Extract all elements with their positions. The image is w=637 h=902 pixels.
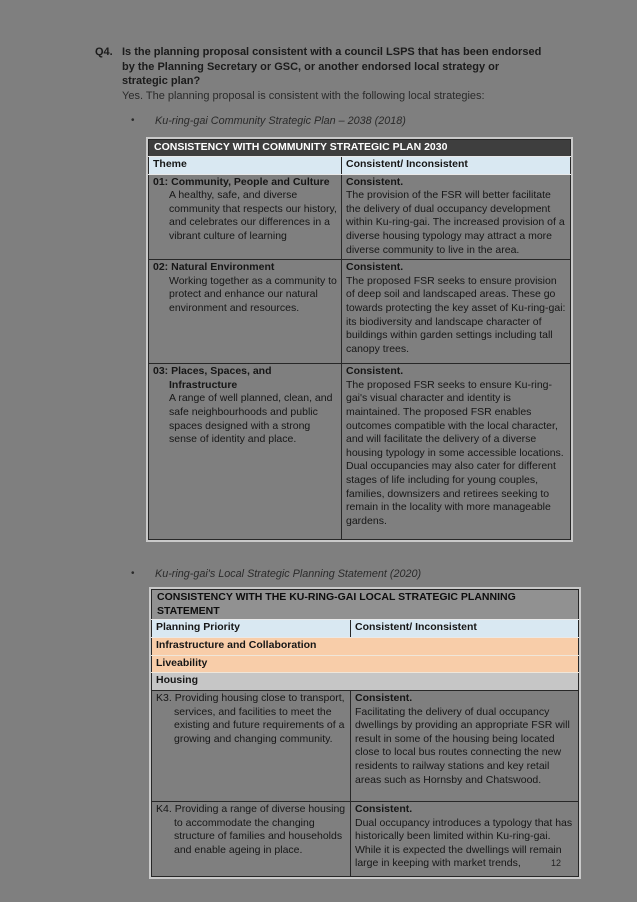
theme-description: A healthy, safe, and diverse community that respects our history, and celebrates our differences in a vibrant culture of learning bbox=[169, 189, 337, 242]
intro-paragraph: Yes. The planning proposal is consistent with the following local strategies: bbox=[122, 90, 485, 102]
theme-cell bbox=[149, 260, 342, 364]
section-row-housing bbox=[152, 673, 579, 691]
priority-text: Providing housing close to transport, services, and facilities to meet the existing and future requirements of a growing and changing community. bbox=[174, 691, 345, 745]
section-label: Liveability bbox=[152, 655, 579, 673]
csp-consistency-table bbox=[148, 139, 571, 540]
priority-number: K3. bbox=[156, 691, 172, 704]
theme-name: Natural Environment bbox=[171, 261, 275, 274]
table-row bbox=[152, 801, 579, 876]
csp-col-theme: Theme bbox=[149, 156, 342, 174]
table-row bbox=[149, 364, 571, 540]
theme-name: Places, Spaces, and Infrastructure bbox=[169, 365, 272, 391]
bullet-text-lsps: Ku-ring-gai's Local Strategic Planning Statement (2020) bbox=[155, 568, 422, 580]
lsps-table-title: CONSISTENCY WITH THE KU-RING-GAI LOCAL STRATEGIC PLANNING STATEMENT bbox=[152, 590, 579, 620]
priority-number: K4. bbox=[156, 802, 172, 815]
consistency-cell bbox=[342, 260, 571, 364]
verdict-comment: Dual occupancy introduces a typology that has historically been limited within Ku-ring-gai. While it is expected the dwellings will remain large in keeping with market trends, bbox=[355, 816, 573, 870]
verdict: Consistent. bbox=[346, 175, 404, 188]
consistency-cell bbox=[342, 364, 571, 540]
bullet-item-csp bbox=[131, 115, 571, 127]
lsps-consistency-table bbox=[151, 589, 579, 877]
table-row bbox=[149, 174, 571, 260]
verdict: Consistent. bbox=[355, 802, 413, 815]
question-block bbox=[95, 45, 555, 89]
consistency-cell bbox=[351, 690, 579, 801]
table-row bbox=[149, 260, 571, 364]
csp-table-header-row bbox=[149, 156, 571, 174]
bullet-icon: • bbox=[131, 568, 135, 579]
section-label: Housing bbox=[152, 673, 579, 691]
bullet-item-lsps bbox=[131, 568, 591, 580]
priority-cell bbox=[152, 801, 351, 876]
verdict-comment: The proposed FSR seeks to ensure provision of deep soil and landscaped areas. These go towards protecting the key asset of Ku-ring-gai: its biodiversity and landscape character of buildings within garden settings including tall canopy trees. bbox=[346, 274, 566, 355]
csp-table-title-row bbox=[149, 140, 571, 157]
question-text: Is the planning proposal consistent with a council LSPS that has been endorsed by the Planning Secretary or GSC, or another endorsed local strategy or strategic plan? bbox=[122, 46, 542, 87]
theme-cell bbox=[149, 364, 342, 540]
priority-text: Providing a range of diverse housing to accommodate the changing structure of families and households and enable ageing in place. bbox=[174, 802, 346, 856]
verdict-comment: Facilitating the delivery of dual occupancy dwellings by providing an appropriate FSR will result in some of the housing being located close to local bus routes connecting the new residents to railway stations and key retail areas such as Hornsby and Chatswood. bbox=[355, 705, 570, 786]
lsps-table-header-row bbox=[152, 620, 579, 638]
section-row-liveability bbox=[152, 655, 579, 673]
section-label: Infrastructure and Collaboration bbox=[152, 638, 579, 656]
theme-number: 02: bbox=[153, 261, 169, 274]
csp-col-consistent: Consistent/ Inconsistent bbox=[342, 156, 571, 174]
consistency-cell bbox=[351, 801, 579, 876]
consistency-cell bbox=[342, 174, 571, 260]
table-row bbox=[152, 690, 579, 801]
verdict: Consistent. bbox=[355, 691, 413, 704]
bullet-icon: • bbox=[131, 115, 135, 126]
verdict: Consistent. bbox=[346, 365, 404, 378]
theme-cell bbox=[149, 174, 342, 260]
lsps-col-priority: Planning Priority bbox=[152, 620, 351, 638]
verdict-comment: The proposed FSR seeks to ensure Ku-ring-gai's visual character and identity is maintained. The proposed FSR enables outcomes compatible with the local character, and will facilitate the delivery of a diverse housing typology in some accessible locations. Dual occupancies may also cater for different stages of life including for young couples, families, downsizers and retirees seeking to remain in the locality with more manageable gardens. bbox=[346, 378, 564, 527]
theme-number: 03: bbox=[153, 365, 169, 378]
priority-cell bbox=[152, 690, 351, 801]
lsps-col-consistent: Consistent/ Inconsistent bbox=[351, 620, 579, 638]
question-number: Q4. bbox=[95, 46, 113, 58]
section-row-infrastructure bbox=[152, 638, 579, 656]
theme-name: Community, People and Culture bbox=[171, 175, 330, 188]
theme-description: Working together as a community to protect and enhance our natural environment and resources. bbox=[169, 274, 337, 314]
theme-number: 01: bbox=[153, 175, 169, 188]
verdict-comment: The provision of the FSR will better facilitate the delivery of dual occupancy development within Ku-ring-gai. The increased provision of a diverse housing typology may attract a more diverse community to live in the area. bbox=[346, 189, 565, 256]
csp-table-title: CONSISTENCY WITH COMMUNITY STRATEGIC PLAN 2030 bbox=[149, 140, 571, 157]
theme-description: A range of well planned, clean, and safe neighbourhoods and public spaces designed with a strong sense of identity and place. bbox=[169, 392, 333, 446]
verdict: Consistent. bbox=[346, 261, 404, 274]
page-number: 12 bbox=[551, 858, 562, 868]
lsps-table-title-row bbox=[152, 590, 579, 620]
bullet-text-csp: Ku-ring-gai Community Strategic Plan – 2038 (2018) bbox=[155, 115, 406, 127]
